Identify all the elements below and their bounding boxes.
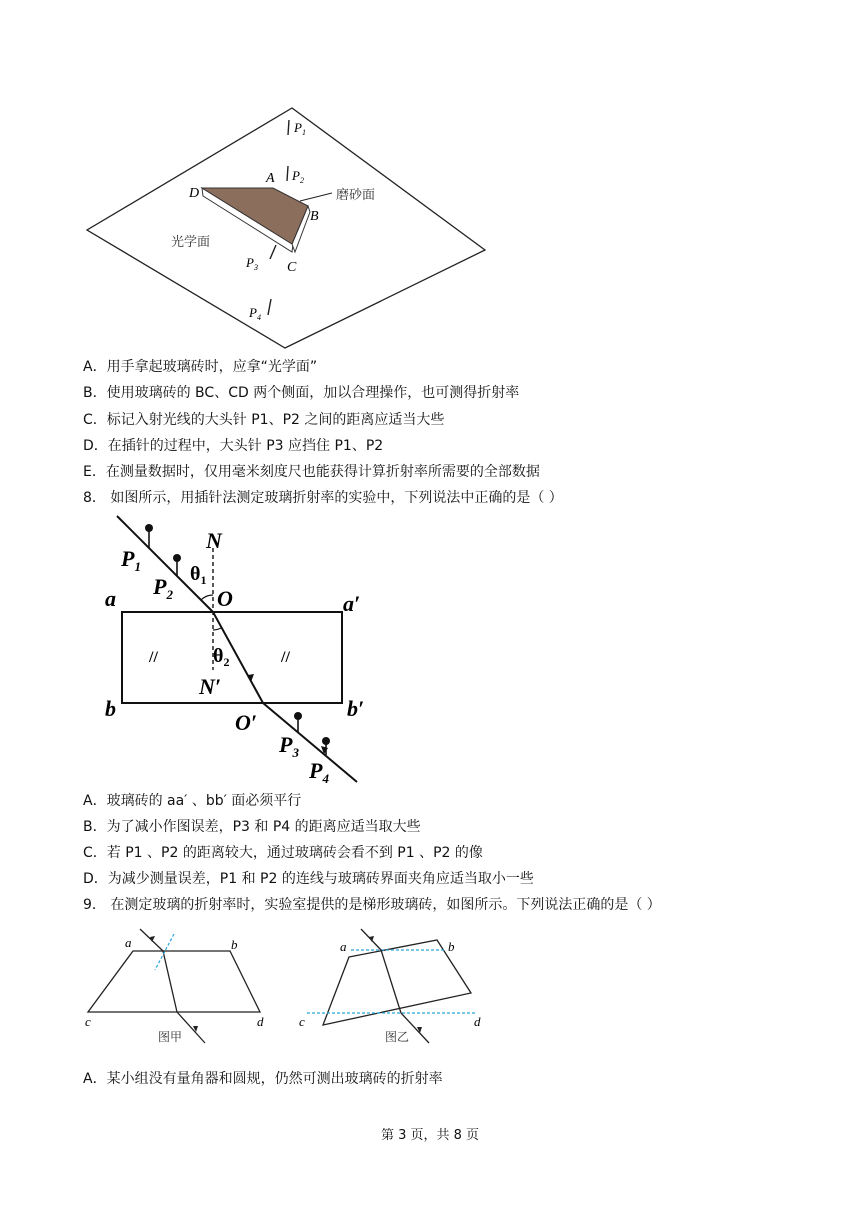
angle-arc-theta2 (213, 628, 221, 630)
q8-option-b: B．为了减小作图误差，P3 和 P4 的距离应适当取大些 (83, 819, 421, 835)
figure-glass-brick-on-board (80, 100, 500, 350)
glass-hatch-left: // (149, 649, 158, 666)
pin-p1 (288, 120, 289, 135)
label-p2: $P_2$ (153, 574, 173, 602)
pin-p1-head (145, 524, 153, 532)
caption-fig-jia: 图甲 (158, 1030, 183, 1044)
label-b-prime: b′ (347, 696, 365, 721)
label-p3: $P_3$ (279, 732, 299, 760)
label-a-prime: a′ (343, 591, 361, 616)
angle-arc-theta1 (201, 595, 213, 600)
label-theta2: $\theta_2$ (213, 645, 230, 669)
label-b: b (448, 939, 455, 954)
label-a: a (340, 939, 347, 954)
label-frosted-surface: 磨砂面 (336, 188, 376, 203)
q9-option-a: A．某小组没有量角器和圆规，仍然可测出玻璃砖的折射率 (83, 1071, 443, 1087)
label-p3: $P_3$ (246, 255, 258, 272)
trapezoid-glass (88, 951, 260, 1012)
label-p2: $P_2$ (292, 168, 304, 185)
label-a: a (105, 586, 116, 611)
figure-trapezoid-right (295, 925, 495, 1050)
q7-option-b: B．使用玻璃砖的 BC、CD 两个侧面，加以合理操作，也可测得折射率 (83, 385, 520, 401)
label-o-prime: O′ (235, 710, 258, 735)
normal-line (155, 934, 174, 970)
glass-hatch-right: // (281, 649, 290, 666)
refracted-ray (163, 951, 177, 1012)
prism-top-face (202, 188, 308, 244)
label-b: b (105, 696, 116, 721)
label-c: c (299, 1014, 305, 1029)
label-a: a (125, 935, 132, 950)
pin-p3-head (294, 712, 302, 720)
q8-option-a: A．玻璃砖的 aa′ 、bb′ 面必须平行 (83, 793, 302, 809)
label-p4: $P_4$ (249, 305, 261, 322)
label-p1: $P_1$ (121, 546, 141, 574)
figure-pin-method-refraction (95, 510, 395, 790)
label-d: d (474, 1014, 481, 1029)
q7-option-e: E．在测量数据时，仅用毫米刻度尺也能获得计算折射率所需要的全部数据 (83, 464, 540, 480)
page-footer: 第 3 页，共 8 页 (380, 1128, 480, 1143)
pin-p4 (268, 299, 271, 315)
q7-option-c: C．标记入射光线的大头针 P1、P2 之间的距离应适当大些 (83, 412, 445, 428)
q8-option-c: C．若 P1 、P2 的距离较大，通过玻璃砖会看不到 P1 、P2 的像 (83, 845, 483, 861)
pin-p2 (287, 166, 288, 181)
q7-option-a: A．用手拿起玻璃砖时，应拿“光学面” (83, 359, 318, 375)
label-p1: $P_1$ (294, 120, 306, 137)
pin-p3 (270, 245, 276, 259)
label-optical-surface: 光学面 (171, 235, 211, 250)
label-d: D (189, 186, 200, 201)
label-o: O (217, 586, 233, 611)
label-theta1: $\theta_1$ (190, 563, 207, 587)
label-a: A (266, 171, 275, 186)
label-c: c (85, 1014, 91, 1029)
q8-stem: 8． 如图所示，用插针法测定玻璃折射率的实验中，下列说法中正确的是（ ） (83, 490, 563, 506)
frosted-leader-line (300, 193, 332, 201)
q9-stem: 9． 在测定玻璃的折射率时，实验室提供的是梯形玻璃砖，如图所示。下列说法正确的是（ ） (83, 897, 661, 913)
refracted-ray (381, 950, 401, 1013)
figure-trapezoid-left (80, 925, 280, 1050)
label-b: b (231, 937, 238, 952)
label-p4: $P_4$ (309, 758, 329, 786)
label-n-prime: N′ (199, 674, 222, 699)
q8-option-d: D．为减少测量误差，P1 和 P2 的连线与玻璃砖界面夹角应适当取小一些 (83, 871, 534, 887)
label-d: d (257, 1014, 264, 1029)
pin-p4-head (322, 737, 330, 745)
caption-fig-yi: 图乙 (385, 1030, 410, 1044)
label-b: B (310, 209, 319, 224)
label-n: N (206, 528, 222, 553)
label-c: C (287, 260, 297, 275)
pin-p2-head (173, 554, 181, 562)
q7-option-d: D．在插针的过程中，大头针 P3 应挡住 P1、P2 (83, 438, 384, 454)
